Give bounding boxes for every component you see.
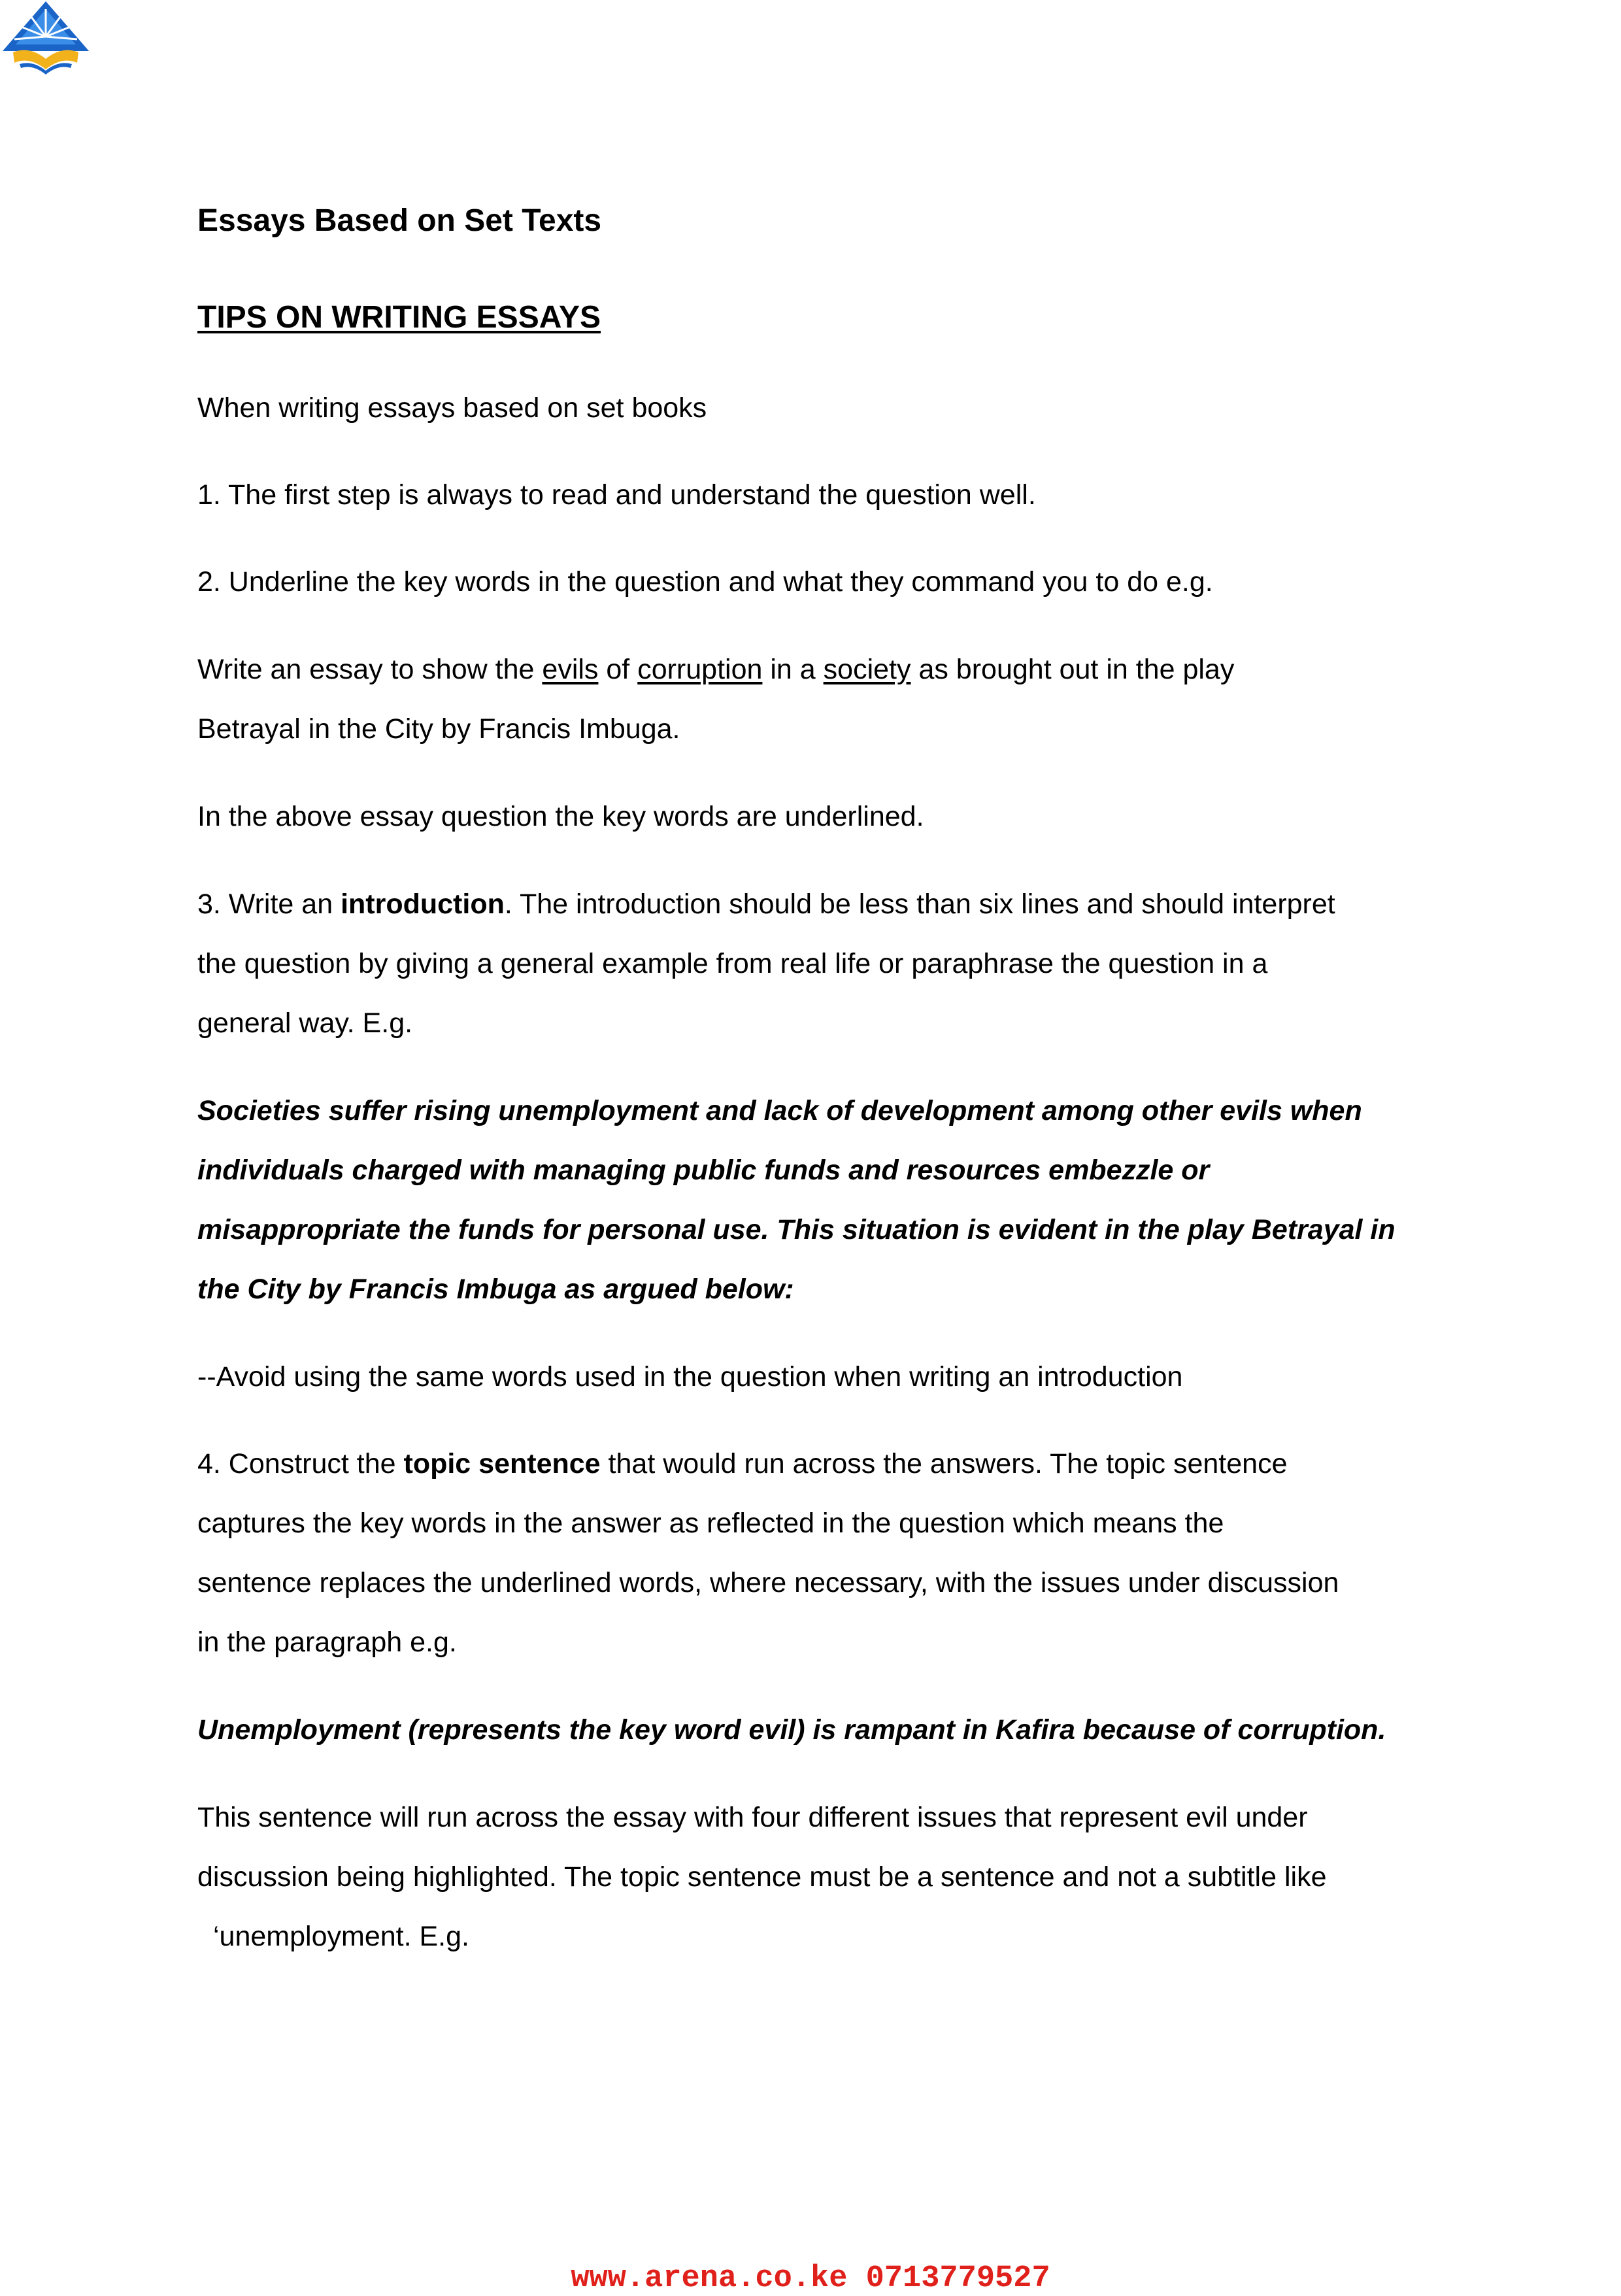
term-introduction: introduction <box>341 888 505 920</box>
closing-line-1: This sentence will run across the essay with four different issues that represent evil under <box>197 1802 1308 1833</box>
keyword-society: society <box>823 654 911 685</box>
step-4-line-3: sentence replaces the underlined words, where necessary, with the issues under discussion <box>197 1567 1339 1598</box>
example-intro-line-1: Societies suffer rising unemployment and lack of development among other evils when <box>197 1095 1362 1126</box>
keyword-corruption: corruption <box>637 654 763 685</box>
page-title: Essays Based on Set Texts <box>197 203 602 238</box>
publisher-logo-icon <box>0 0 92 77</box>
step-4-line-1: 4. Construct the topic sentence that would run across the answers. The topic sentence <box>197 1448 1288 1479</box>
underlined-note: In the above essay question the key words are underlined. <box>197 801 924 832</box>
avoid-note: --Avoid using the same words used in the question when writing an introduction <box>197 1361 1183 1393</box>
example-topic-sentence: Unemployment (represents the key word evil) is rampant in Kafira because of corruption. <box>197 1714 1386 1746</box>
closing-line-3: ‘unemployment. E.g. <box>213 1921 469 1952</box>
term-topic-sentence: topic sentence <box>403 1448 601 1479</box>
section-heading: TIPS ON WRITING ESSAYS <box>197 300 601 335</box>
keyword-evils: evils <box>542 654 599 685</box>
step-3-line-3: general way. E.g. <box>197 1007 413 1039</box>
step-3-line-2: the question by giving a general example from real life or paraphrase the question in a <box>197 948 1268 979</box>
step-3-line-1: 3. Write an introduction. The introduction should be less than six lines and should interpret <box>197 888 1335 920</box>
example-intro-line-4: the City by Francis Imbuga as argued below: <box>197 1274 794 1305</box>
footer-contact: www.arena.co.ke 0713779527 <box>571 2261 1050 2296</box>
example-intro-line-2: individuals charged with managing public funds and resources embezzle or <box>197 1155 1210 1186</box>
example-question-line-2: Betrayal in the City by Francis Imbuga. <box>197 713 680 745</box>
step-4-line-4: in the paragraph e.g. <box>197 1627 457 1658</box>
step-2: 2. Underline the key words in the question and what they command you to do e.g. <box>197 566 1213 598</box>
closing-line-2: discussion being highlighted. The topic sentence must be a sentence and not a subtitle like <box>197 1861 1327 1893</box>
example-question-line-1: Write an essay to show the evils of corruption in a society as brought out in the play <box>197 654 1235 685</box>
step-4-line-2: captures the key words in the answer as reflected in the question which means the <box>197 1508 1224 1539</box>
example-intro-line-3: misappropriate the funds for personal use. This situation is evident in the play Betrayal in <box>197 1214 1395 1245</box>
intro-line: When writing essays based on set books <box>197 392 707 424</box>
step-1: 1. The first step is always to read and understand the question well. <box>197 479 1036 511</box>
